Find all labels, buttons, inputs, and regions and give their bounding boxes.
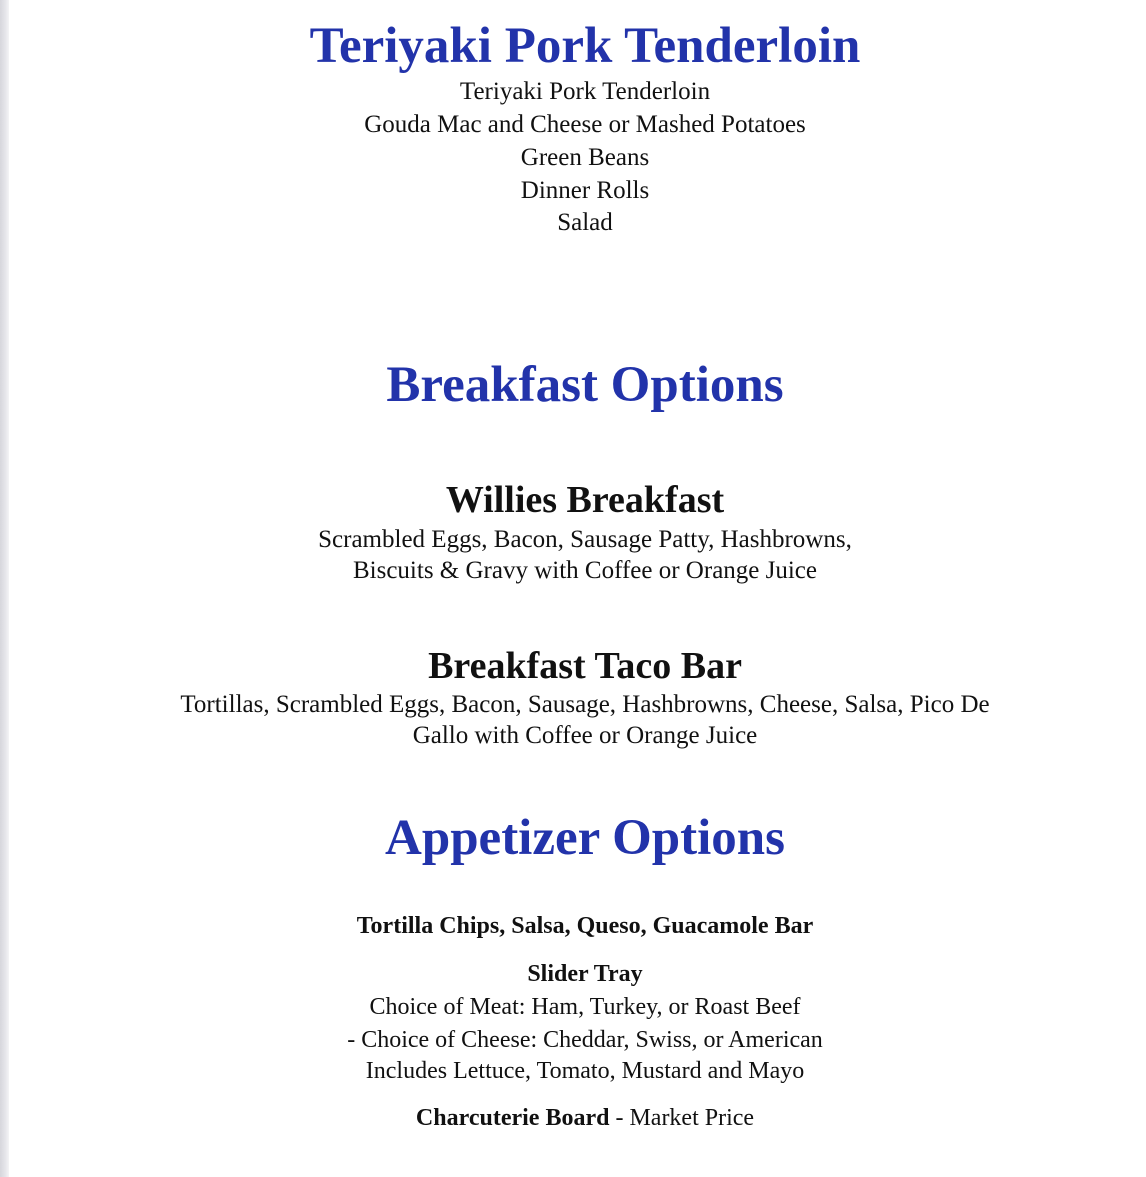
teriyaki-item: Teriyaki Pork Tenderloin [459,78,711,105]
slider-tray-desc: Includes Lettuce, Tomato, Mustard and Mayo [365,1058,805,1084]
appetizer-title: Appetizer Options [385,810,785,866]
charcuterie-item [24,1102,1146,1134]
breakfast-title: Breakfast Options [386,357,784,413]
slider-tray-desc: Choice of Meat: Ham, Turkey, or Roast Beef [369,994,801,1020]
slider-tray-desc: - Choice of Cheese: Cheddar, Swiss, or American [347,1027,823,1053]
chips-bar-item: Tortilla Chips, Salsa, Queso, Guacamole Bar [356,913,814,939]
page-left-edge [0,0,9,1177]
willies-breakfast-desc: Scrambled Eggs, Bacon, Sausage Patty, Hashbrowns, [318,526,852,553]
teriyaki-item: Dinner Rolls [520,177,650,204]
breakfast-taco-bar-title: Breakfast Taco Bar [428,645,742,687]
breakfast-taco-bar-desc: Tortillas, Scrambled Eggs, Bacon, Sausage, Hashbrowns, Cheese, Salsa, Pico De [180,691,990,718]
breakfast-taco-bar-desc: Gallo with Coffee or Orange Juice [412,722,758,749]
teriyaki-item: Salad [557,209,613,236]
teriyaki-item: Gouda Mac and Cheese or Mashed Potatoes [364,111,806,138]
teriyaki-item: Green Beans [520,144,650,171]
willies-breakfast-desc: Biscuits & Gravy with Coffee or Orange Juice [352,557,817,584]
willies-breakfast-title: Willies Breakfast [445,479,725,521]
slider-tray-title: Slider Tray [527,961,643,987]
teriyaki-title: Teriyaki Pork Tenderloin [309,18,861,74]
charcuterie-name: Charcuterie Board [415,1105,610,1131]
charcuterie-price: - Market Price [609,1105,755,1131]
